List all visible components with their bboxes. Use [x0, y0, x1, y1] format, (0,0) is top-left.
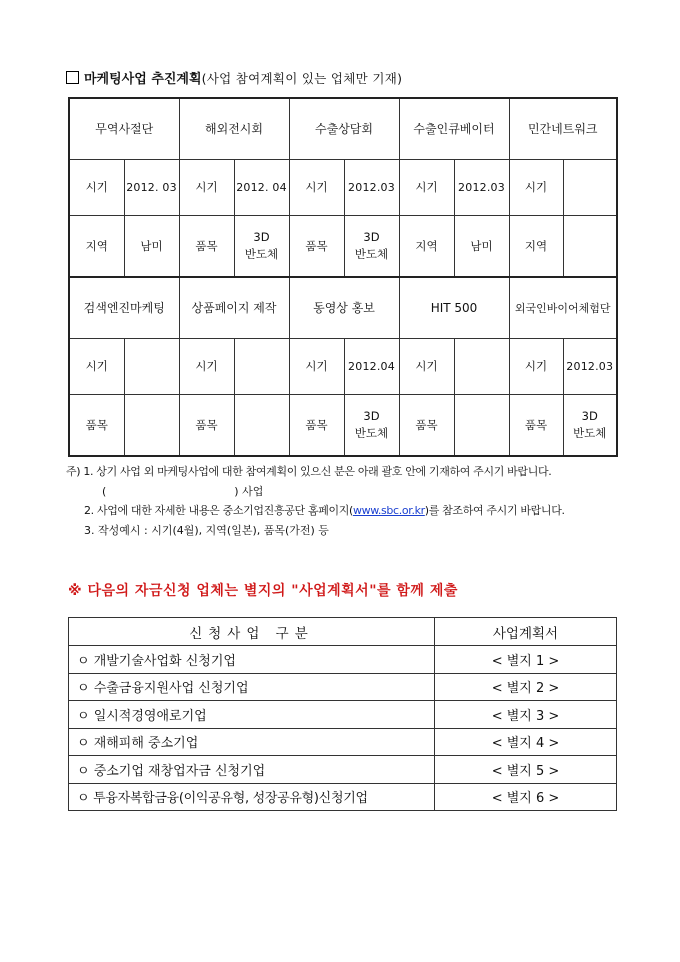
- note-1: 주) 1. 상기 사업 외 마케팅사업에 대한 참여계획이 있으신 분은 아래 괄호 안에 기재하여 주시기 바랍니다.: [66, 465, 552, 478]
- field-value[interactable]: [563, 160, 617, 216]
- form-cell: < 별지 6 >: [435, 783, 617, 811]
- category-cell: ㅇ 투융자복합금융(이익공유형, 성장공유형)신청기업: [69, 783, 435, 811]
- column-header: 신청사업 구분: [69, 618, 435, 646]
- program-name: 수출상담회: [289, 98, 399, 160]
- table-row: [69, 673, 617, 701]
- note-3: 3. 작성예시 : 시기(4월), 지역(일본), 품목(가전) 등: [84, 523, 329, 537]
- program-name: 무역사절단: [69, 98, 179, 160]
- field-label: 지역: [69, 216, 124, 278]
- form-cell: < 별지 2 >: [435, 673, 617, 701]
- field-value[interactable]: [234, 339, 289, 395]
- field-value[interactable]: [234, 395, 289, 457]
- paren-close: ) 사업: [234, 484, 264, 498]
- field-label: 시기: [69, 160, 124, 216]
- value-line: 3D: [363, 230, 380, 244]
- checkbox-square-icon: [66, 71, 79, 84]
- program-name: 민간네트워크: [509, 98, 617, 160]
- table-row: [69, 216, 617, 278]
- table-row: [69, 160, 617, 216]
- value-line: 3D: [581, 409, 598, 423]
- field-label: 시기: [509, 160, 563, 216]
- field-value[interactable]: [124, 339, 179, 395]
- field-label: 품목: [399, 395, 454, 457]
- marketing-plan-table: [68, 97, 618, 457]
- field-value[interactable]: [344, 395, 399, 457]
- table-row: [69, 395, 617, 457]
- field-label: 시기: [399, 339, 454, 395]
- value-line: 반도체: [354, 426, 389, 440]
- field-label: 지역: [509, 216, 563, 278]
- table-row: [69, 98, 617, 160]
- field-label: 품목: [179, 216, 234, 278]
- note-2-post: )를 참조하여 주시기 바랍니다.: [424, 504, 565, 517]
- field-value[interactable]: [124, 395, 179, 457]
- program-name: 해외전시회: [179, 98, 289, 160]
- table-row: [69, 339, 617, 395]
- paren-open: (: [102, 484, 107, 498]
- field-value[interactable]: [454, 339, 509, 395]
- field-label: 품목: [179, 395, 234, 457]
- note-2-pre: 2. 사업에 대한 자세한 내용은 중소기업진흥공단 홈페이지(: [84, 504, 353, 517]
- category-cell: ㅇ 중소기업 재창업자금 신청기업: [69, 756, 435, 784]
- field-label: 시기: [69, 339, 124, 395]
- column-header: 사업계획서: [435, 618, 617, 646]
- table-row: [69, 783, 617, 811]
- field-label: 시기: [179, 160, 234, 216]
- field-label: 시기: [509, 339, 563, 395]
- program-name: 상품페이지 제작: [179, 277, 289, 339]
- field-value[interactable]: 2012. 04: [234, 160, 289, 216]
- program-name: 검색엔진마케팅: [69, 277, 179, 339]
- form-cell: < 별지 1 >: [435, 646, 617, 674]
- field-label: 지역: [399, 216, 454, 278]
- field-label: 품목: [289, 216, 344, 278]
- field-label: 시기: [289, 160, 344, 216]
- table-header-row: [69, 618, 617, 646]
- table-row: [69, 277, 617, 339]
- field-value[interactable]: [563, 395, 617, 457]
- field-value[interactable]: 남미: [454, 216, 509, 278]
- form-cell: < 별지 5 >: [435, 756, 617, 784]
- field-label: 품목: [69, 395, 124, 457]
- field-value[interactable]: 2012.03: [344, 160, 399, 216]
- value-line: 반도체: [354, 247, 389, 261]
- field-value[interactable]: [234, 216, 289, 278]
- note-1-blank: [66, 482, 626, 502]
- table-row: [69, 646, 617, 674]
- form-cell: < 별지 4 >: [435, 728, 617, 756]
- program-name: 수출인큐베이터: [399, 98, 509, 160]
- program-name: 동영상 홍보: [289, 277, 399, 339]
- value-line: 3D: [253, 230, 270, 244]
- category-cell: ㅇ 개발기술사업화 신청기업: [69, 646, 435, 674]
- business-plan-table: [68, 617, 617, 811]
- value-line: 반도체: [573, 426, 607, 440]
- notes: [66, 462, 626, 540]
- field-label: 품목: [509, 395, 563, 457]
- form-cell: < 별지 3 >: [435, 701, 617, 729]
- table-row: [69, 728, 617, 756]
- field-value[interactable]: 2012. 03: [124, 160, 179, 216]
- heading-note: (사업 참여계획이 있는 업체만 기재): [201, 71, 403, 86]
- homepage-link[interactable]: www.sbc.or.kr: [352, 504, 425, 517]
- field-value[interactable]: 2012.03: [563, 339, 617, 395]
- field-value[interactable]: 2012.04: [344, 339, 399, 395]
- section-heading: [66, 68, 402, 87]
- field-value[interactable]: [454, 395, 509, 457]
- note-2: [66, 501, 626, 521]
- table-row: [69, 756, 617, 784]
- field-value[interactable]: [563, 216, 617, 278]
- field-label: 시기: [289, 339, 344, 395]
- value-line: 반도체: [244, 247, 279, 261]
- program-name: HIT 500: [399, 277, 509, 339]
- table-row: [69, 701, 617, 729]
- field-value[interactable]: 2012.03: [454, 160, 509, 216]
- submission-warning: ※ 다음의 자금신청 업체는 별지의 "사업계획서"를 함께 제출: [68, 583, 458, 599]
- value-line: 3D: [363, 409, 380, 423]
- category-cell: ㅇ 일시적경영애로기업: [69, 701, 435, 729]
- heading-title: 마케팅사업 추진계획: [84, 72, 202, 87]
- category-cell: ㅇ 수출금융지원사업 신청기업: [69, 673, 435, 701]
- field-label: 시기: [399, 160, 454, 216]
- field-label: 시기: [179, 339, 234, 395]
- field-value[interactable]: 남미: [124, 216, 179, 278]
- field-label: 품목: [289, 395, 344, 457]
- program-name: 외국인바이어체험단: [509, 277, 617, 339]
- field-value[interactable]: [344, 216, 399, 278]
- category-cell: ㅇ 재해피해 중소기업: [69, 728, 435, 756]
